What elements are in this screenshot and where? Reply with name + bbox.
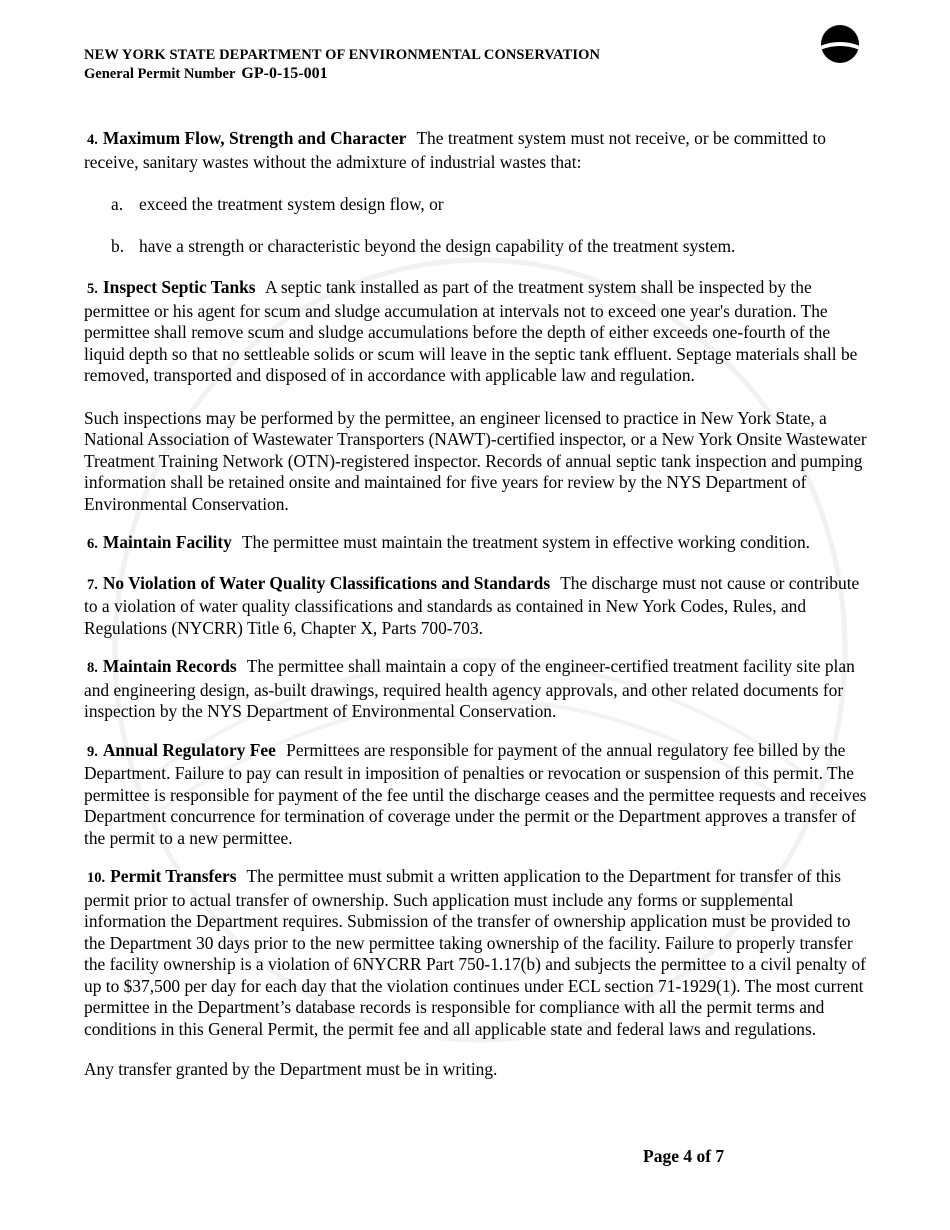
section-title: No Violation of Water Quality Classifications and Standards	[102, 572, 551, 593]
section-title: Annual Regulatory Fee	[102, 739, 276, 760]
section-text: The treatment system must not receive, or be committed to receive, sanitary wastes without the admixture of industrial wastes that:	[84, 128, 826, 172]
section-text: Permittees are responsible for payment of the annual regulatory fee billed by the Department. Failure to pay can result in imposition of penalties or revocation or suspension of this permit. The permittee is responsible for payment of the fee until the discharge ceases and the permittee requests and receives Department concurrence for termination of coverage under the permit or the Department approves a transfer of the permit to a new permittee.	[84, 739, 867, 848]
list-item	[111, 194, 869, 216]
permit-number: GP-0-15-001	[241, 65, 328, 82]
page-header	[84, 46, 600, 84]
section-10	[84, 866, 869, 1040]
section-text: The permittee must submit a written application to the Department for transfer of this permit prior to actual transfer of ownership. Such application must include any forms or supplemental information the Department requires. Submission of the transfer of ownership application must be provided to the Department 30 days prior to the new permittee taking ownership of the facility. Failure to properly transfer the facility ownership is a violation of 6NYCRR Part 750-1.17(b) and subjects the permittee to a civil penalty of up to $37,500 per day for each day that the violation continues under ECL section 71-1929(1). The most current permittee in the Department’s database records is responsible for compliance with all the permit terms and conditions in this General Permit, the permit fee and all applicable state and federal laws and regulations.	[84, 866, 866, 1039]
section-10-continued: Any transfer granted by the Department must be in writing.	[84, 1059, 498, 1079]
list-marker: b.	[111, 235, 125, 256]
section-number: 9.	[87, 743, 98, 760]
section-6	[84, 532, 869, 556]
section-4	[84, 128, 869, 173]
list-marker: a.	[111, 194, 124, 214]
section-5	[84, 277, 869, 387]
section-title: Maximum Flow, Strength and Character	[102, 128, 407, 148]
permit-label: General Permit Number	[84, 66, 236, 82]
section-7	[84, 573, 869, 640]
section-number: 5.	[87, 281, 98, 297]
section-text: A septic tank installed as part of the treatment system shall be inspected by the permittee or his agent for scum and sludge accumulation at intervals not to exceed one year's duration. The permittee shall remove scum and sludge accumulations before the depth of either exceeds one-fourth of the liquid depth so that no settleable solids or scum will leave in the septic tank effluent. Septage materials shall be removed, transported and disposed of in accordance with applicable law and regulation.	[84, 277, 858, 385]
agency-name: NEW YORK STATE DEPARTMENT OF ENVIRONMENTAL CONSERVATION	[84, 47, 601, 63]
section-8	[84, 656, 869, 723]
list-text: exceed the treatment system design flow, or	[139, 194, 444, 214]
section-number: 4.	[87, 132, 98, 148]
dec-logo-icon	[820, 24, 860, 64]
section-title: Permit Transfers	[110, 866, 237, 886]
permit-conditions	[84, 128, 869, 1098]
section-number: 6.	[87, 536, 98, 552]
section-text: The discharge must not cause or contribute to a violation of water quality classifications and standards as contained in New York Codes, Rules, and Regulations (NYCRR) Title 6, Chapter X, Parts 700-703.	[84, 572, 860, 638]
section-text: The permittee shall maintain a copy of the engineer-certified treatment facility site plan and engineering design, as-built drawings, required health agency approvals, and other related documents for inspection by the NYS Department of Environmental Conservation.	[84, 656, 855, 721]
list-item	[111, 236, 869, 258]
section-5-continued: Such inspections may be performed by the permittee, an engineer licensed to practice in New York State, a National Association of Wastewater Transporters (NAWT)-certified inspector, or a New York Onsite Wastewater Treatment Training Network (OTN)-registered inspector. Records of annual septic tank inspection and pumping information shall be retained onsite and maintained for five years for review by the NYS Department of Environmental Conservation.	[84, 407, 867, 514]
section-title: Maintain Records	[102, 656, 237, 676]
section-title: Maintain Facility	[102, 532, 232, 552]
permit-line	[84, 64, 600, 84]
section-number: 7.	[87, 576, 98, 593]
page-number: Page 4 of 7	[643, 1146, 725, 1166]
list-text: have a strength or characteristic beyond the design capability of the treatment system.	[139, 235, 736, 256]
section-text: The permittee must maintain the treatment system in effective working condition.	[241, 532, 811, 552]
section-title: Inspect Septic Tanks	[102, 277, 256, 297]
section-9	[84, 740, 869, 850]
section-number: 10.	[87, 870, 106, 886]
section-number: 8.	[87, 660, 98, 676]
